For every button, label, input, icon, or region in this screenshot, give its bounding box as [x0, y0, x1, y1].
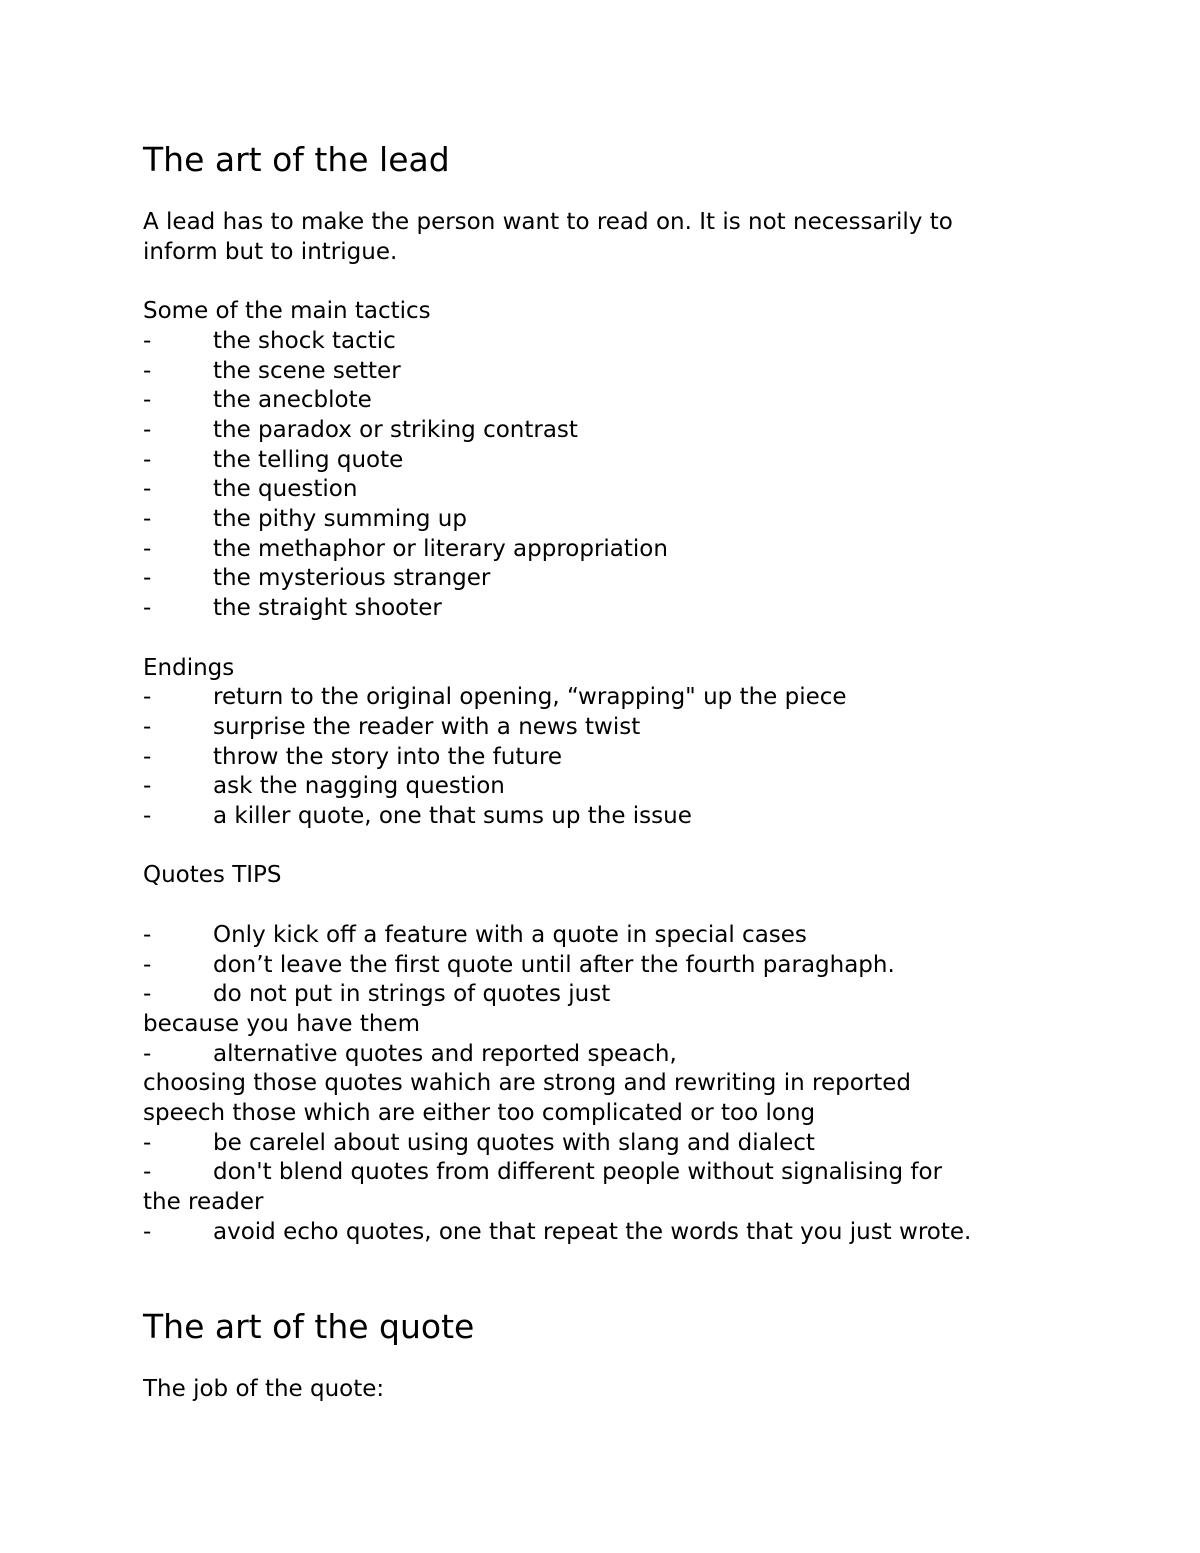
list-item: - avoid echo quotes, one that repeat the words that you just wrote.: [143, 1218, 1083, 1248]
dash-bullet: -: [143, 713, 152, 740]
quotes-tips-list: [143, 921, 1083, 1010]
endings-list: [143, 683, 1083, 832]
list-item: - be carelel about using quotes with slang and dialect: [143, 1129, 1083, 1159]
list-item: - Only kick off a feature with a quote in special cases: [143, 921, 1083, 951]
tip-continuation: speech those which are either too complicated or too long: [143, 1100, 816, 1127]
list-item: - a killer quote, one that sums up the issue: [143, 802, 1083, 832]
list-item: - don’t leave the first quote until after the fourth paraghaph.: [143, 951, 1083, 981]
dash-bullet: -: [143, 476, 152, 503]
dash-bullet: -: [143, 446, 152, 473]
dash-bullet: -: [143, 951, 152, 978]
dash-bullet: -: [143, 684, 152, 711]
list-item: - the question: [143, 475, 1083, 505]
list-item: - the shock tactic: [143, 327, 1083, 357]
list-item: - don't blend quotes from different people without signalising for: [143, 1158, 1083, 1188]
dash-bullet: -: [143, 387, 152, 414]
tactics-heading: Some of the main tactics: [143, 298, 431, 325]
intro-line-1: A lead has to make the person want to read on. It is not necessarily to: [143, 209, 953, 235]
dash-bullet: -: [143, 1129, 152, 1156]
dash-bullet: -: [143, 416, 152, 443]
list-item: - the straight shooter: [143, 594, 1083, 624]
dash-bullet: -: [143, 327, 152, 354]
dash-bullet: -: [143, 357, 152, 384]
dash-bullet: -: [143, 506, 152, 533]
lead-section-title: The art of the lead: [143, 140, 450, 179]
list-item: - the mysterious stranger: [143, 564, 1083, 594]
dash-bullet: -: [143, 803, 152, 830]
dash-bullet: -: [143, 1040, 152, 1067]
tip-continuation: the reader: [143, 1189, 264, 1216]
list-item: - ask the nagging question: [143, 772, 1083, 802]
quote-section-title: The art of the quote: [143, 1306, 475, 1346]
tactics-list: [143, 327, 1083, 624]
list-item: - return to the original opening, “wrapping" up the piece: [143, 683, 1083, 713]
tip-continuation: because you have them: [143, 1010, 420, 1037]
intro-line-2: inform but to intrigue.: [143, 238, 398, 265]
list-item: - throw the story into the future: [143, 743, 1083, 773]
list-item: - alternative quotes and reported speach,: [143, 1040, 1083, 1070]
dash-bullet: -: [143, 1159, 152, 1186]
list-item: - do not put in strings of quotes just: [143, 980, 1083, 1010]
list-item: - the scene setter: [143, 357, 1083, 387]
dash-bullet: -: [143, 535, 152, 562]
dash-bullet: -: [143, 981, 152, 1008]
dash-bullet: -: [143, 595, 152, 622]
dash-bullet: -: [143, 773, 152, 800]
list-item: - the telling quote: [143, 446, 1083, 476]
tip-continuation: choosing those quotes wahich are strong and rewriting in reported: [143, 1070, 911, 1097]
document-page: [143, 140, 1083, 1404]
dash-bullet: -: [143, 921, 152, 948]
list-item: - the anecblote: [143, 386, 1083, 416]
list-item: - surprise the reader with a news twist: [143, 713, 1083, 743]
list-item: - the pithy summing up: [143, 505, 1083, 535]
list-item: - the paradox or striking contrast: [143, 416, 1083, 446]
endings-heading: Endings: [143, 654, 235, 681]
quote-job-line: The job of the quote:: [143, 1375, 385, 1402]
dash-bullet: -: [143, 1218, 152, 1245]
list-item: - the methaphor or literary appropriation: [143, 535, 1083, 565]
dash-bullet: -: [143, 743, 152, 770]
dash-bullet: -: [143, 565, 152, 592]
quotes-tips-heading: Quotes TIPS: [143, 862, 282, 889]
